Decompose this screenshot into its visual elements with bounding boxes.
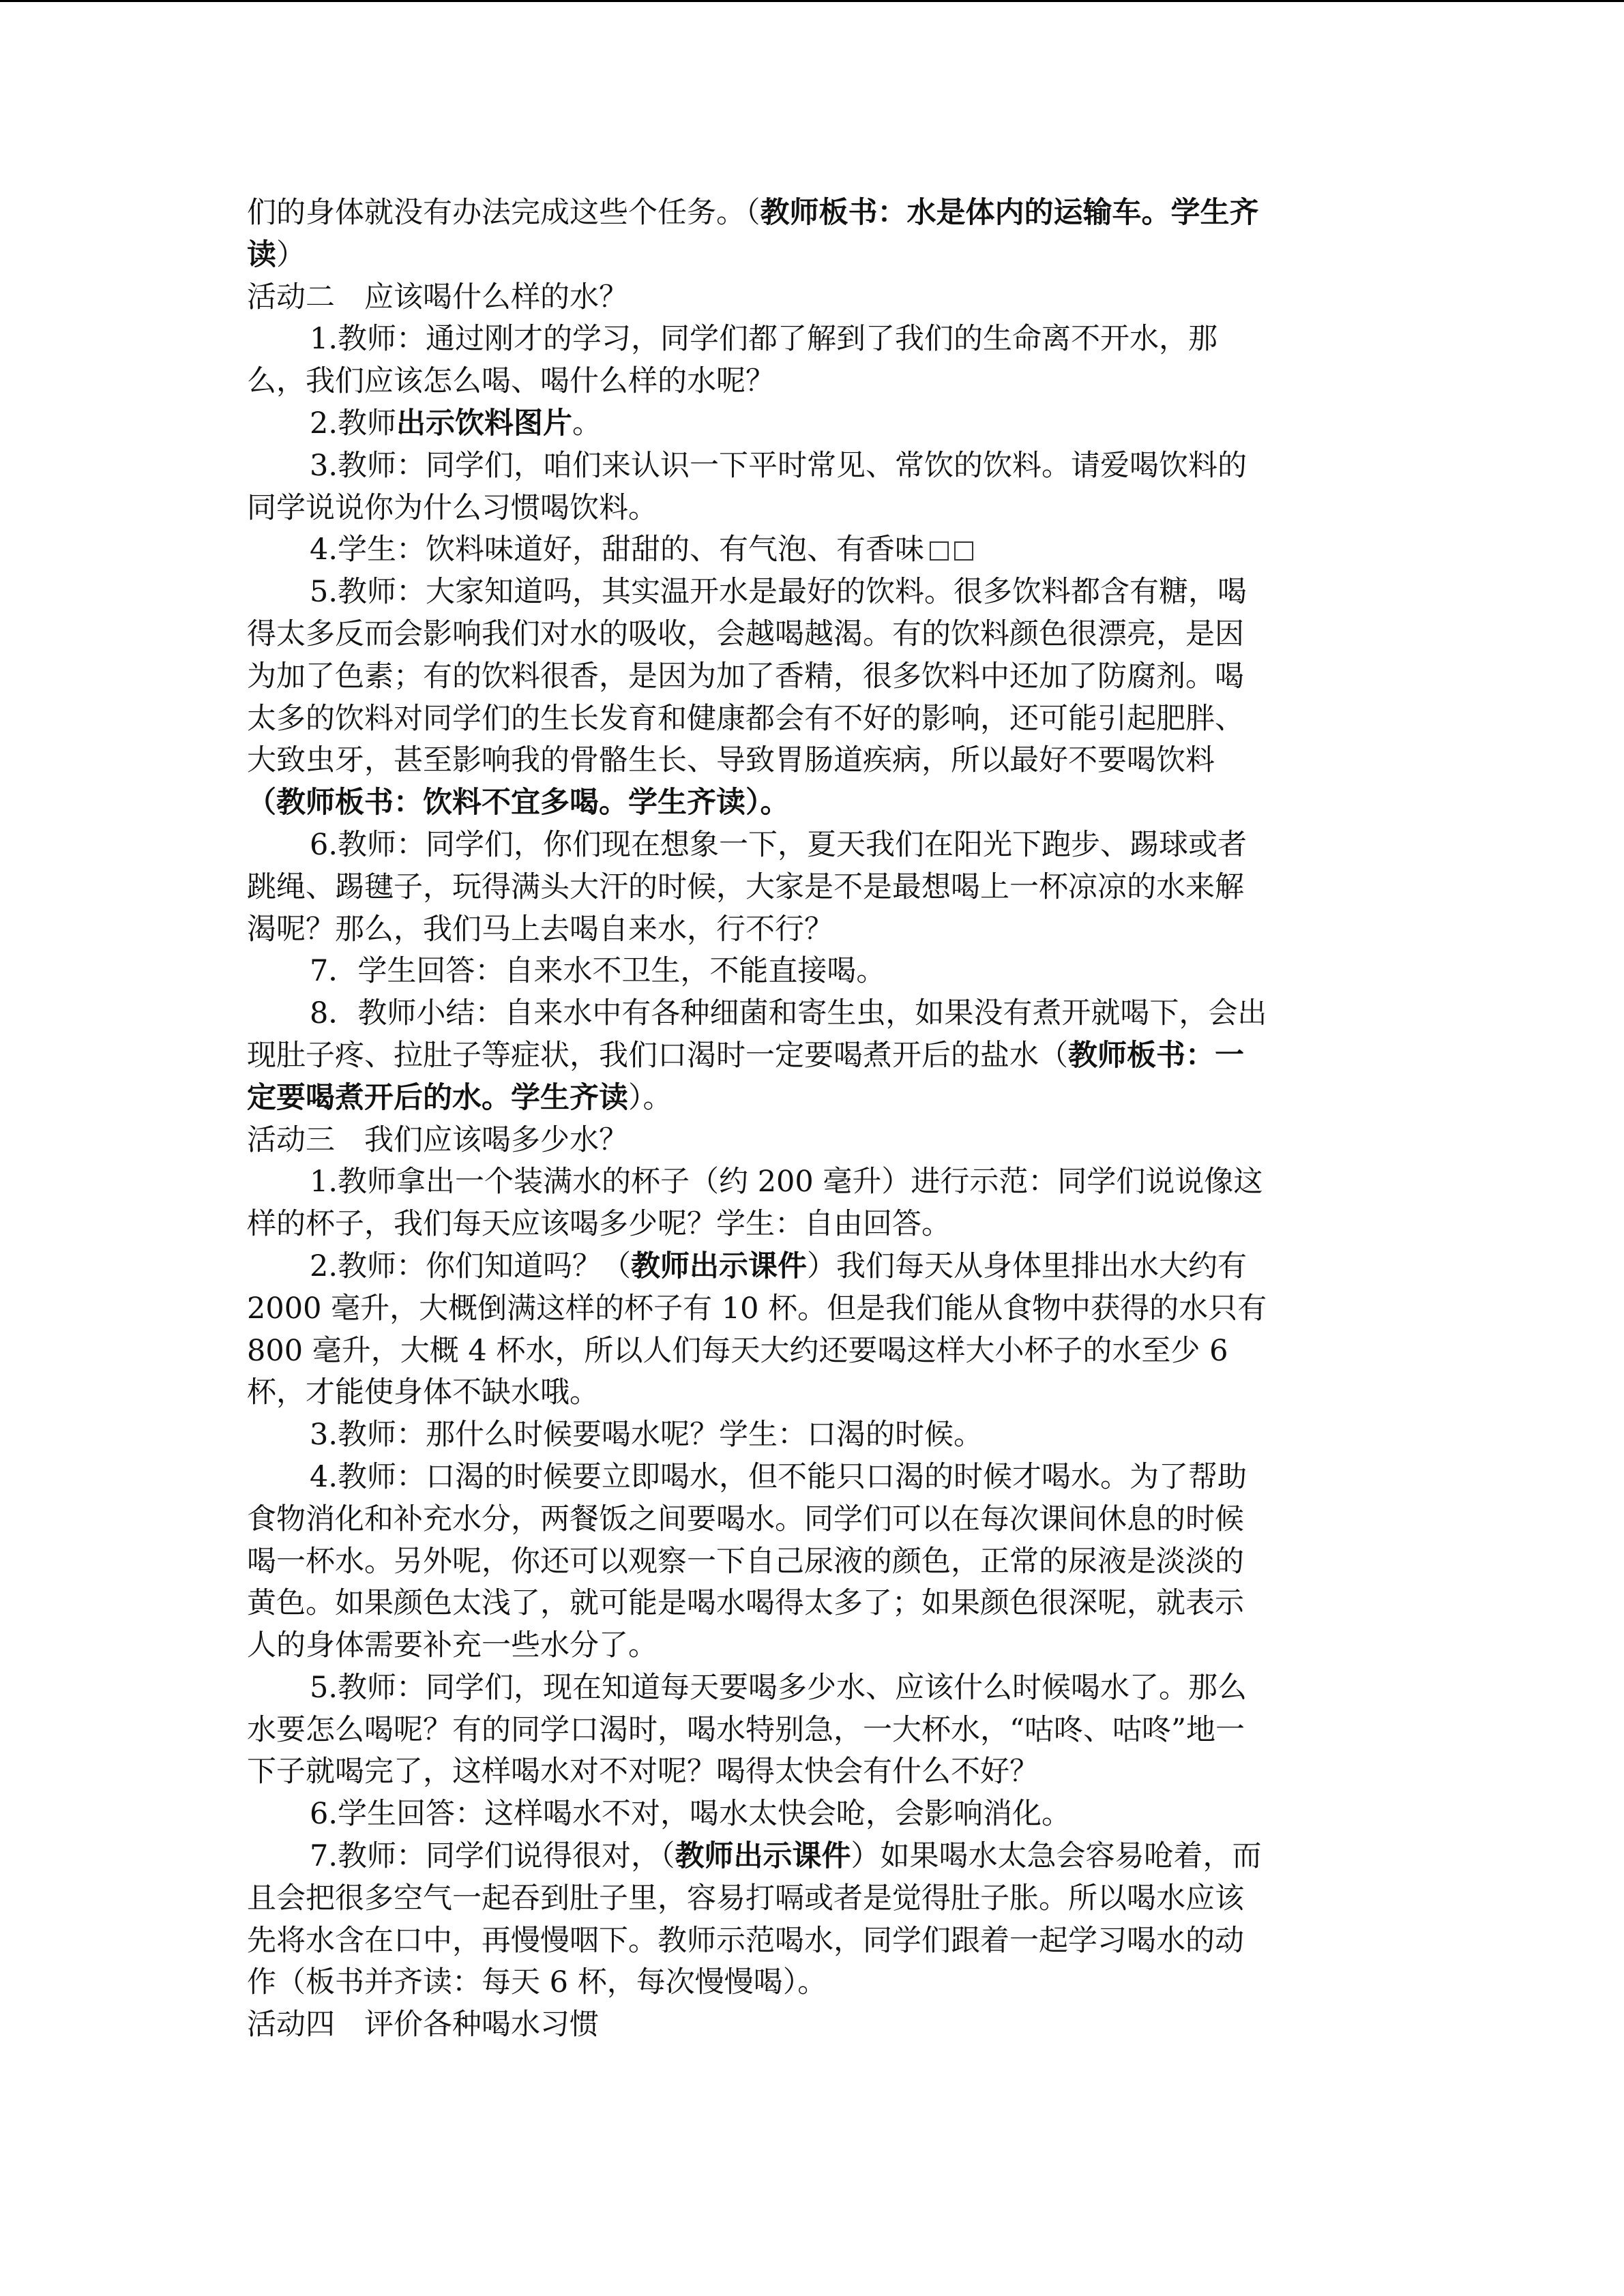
text-line	[247, 1246, 1379, 1288]
text-segment: 为加了色素；有的饮料很香，是因为加了香精，很多饮料中还加了防腐剂。喝	[247, 659, 1244, 694]
text-segment: 2000 毫升，大概倒满这样的杯子有 10 杯。但是我们能从食物中获得的水只有	[247, 1291, 1267, 1326]
text-segment: 800 毫升，大概 4 杯水，所以人们每天大约还要喝这样大小杯子的水至少 6	[247, 1333, 1228, 1368]
missing-glyph-box-icon	[954, 541, 973, 561]
text-line	[247, 1457, 1379, 1499]
text-segment: 4.教师：口渴的时候要立即喝水，但不能只口渴的时候才喝水。为了帮助	[310, 1459, 1247, 1494]
text-line	[247, 993, 1379, 1035]
text-line	[247, 318, 1379, 361]
text-segment: 评价各种喝水习惯	[364, 2008, 599, 2042]
text-segment: 1.教师：通过刚才的学习，同学们都了解到了我们的生命离不开水，那	[310, 322, 1218, 357]
text-segment: ）我们每天从身体里排出水大约有	[807, 1249, 1247, 1283]
text-segment: 3.教师：那什么时候要喝水呢？学生：口渴的时候。	[310, 1418, 984, 1452]
bold-text-segment: 读	[247, 237, 276, 272]
text-line	[247, 1793, 1379, 1836]
text-line	[247, 1077, 1379, 1120]
text-segment: 活动三	[247, 1122, 335, 1157]
text-line	[247, 1625, 1379, 1667]
bold-text-segment: 出示饮料图片	[396, 406, 573, 441]
section-heading	[247, 277, 1379, 319]
text-line	[247, 1751, 1379, 1793]
text-line	[247, 1583, 1379, 1625]
text-line	[247, 867, 1379, 909]
text-segment: 1.教师拿出一个装满水的杯子（约 200 毫升）进行示范：同学们说说像这	[310, 1165, 1263, 1199]
text-segment: 且会把很多空气一起吞到肚子里，容易打嗝或者是觉得肚子胀。所以喝水应该	[247, 1881, 1244, 1915]
text-line	[247, 1836, 1379, 1878]
text-segment: 6.学生回答：这样喝水不对，喝水太快会呛，会影响消化。	[310, 1797, 1072, 1832]
missing-glyph-box-icon	[930, 541, 949, 561]
text-segment: 们的身体就没有办法完成这些个任务。（	[247, 196, 761, 230]
text-line	[247, 951, 1379, 993]
text-segment: 4.学生：饮料味道好，甜甜的、有气泡、有香味	[310, 533, 925, 567]
text-line	[247, 361, 1379, 403]
text-segment: 食物消化和补充水分，两餐饭之间要喝水。同学们可以在每次课间休息的时候	[247, 1502, 1244, 1536]
text-segment: 黄色。如果颜色太浅了，就可能是喝水喝得太多了；如果颜色很深呢，就表示	[247, 1586, 1244, 1621]
text-line	[247, 1372, 1379, 1414]
text-segment: 2.教师：你们知道吗？（	[310, 1249, 632, 1283]
text-line	[247, 445, 1379, 488]
text-line	[247, 782, 1379, 824]
text-line	[247, 235, 1379, 277]
text-segment: 5.教师：同学们，现在知道每天要喝多少水、应该什么时候喝水了。那么	[310, 1670, 1247, 1705]
text-segment: 3.教师：同学们，咱们来认识一下平时常见、常饮的饮料。请爱喝饮料的	[310, 448, 1247, 483]
text-line	[247, 1204, 1379, 1246]
text-line	[247, 1541, 1379, 1583]
text-line	[247, 698, 1379, 741]
text-line	[247, 1920, 1379, 1963]
text-line	[247, 614, 1379, 656]
text-segment: 现肚子疼、拉肚子等症状，我们口渴时一定要喝煮开后的盐水（	[247, 1038, 1068, 1073]
bold-text-segment: 教师出示课件	[675, 1839, 851, 1874]
text-segment: 杯，才能使身体不缺水哦。	[247, 1375, 599, 1410]
text-segment: 得太多反而会影响我们对水的吸收，会越喝越渴。有的饮料颜色很漂亮，是因	[247, 616, 1244, 651]
text-line	[247, 403, 1379, 445]
text-line	[247, 1878, 1379, 1920]
text-line	[247, 656, 1379, 698]
text-segment: 作（板书并齐读：每天 6 杯，每次慢慢喝）。	[247, 1965, 827, 2000]
bold-text-segment: 教师出示课件	[631, 1249, 808, 1283]
text-line	[247, 1962, 1379, 2004]
bold-text-segment: 教师板书：水是体内的运输车。学生齐	[760, 196, 1259, 230]
text-segment: 么，我们应该怎么喝、喝什么样的水呢？	[247, 364, 775, 399]
text-segment: 活动四	[247, 2008, 335, 2042]
text-line	[247, 1667, 1379, 1710]
top-border-rule	[0, 0, 1624, 2]
text-segment: ）如果喝水太急会容易呛着，而	[851, 1839, 1262, 1874]
text-line	[247, 529, 1379, 571]
section-heading	[247, 2004, 1379, 2046]
text-line	[247, 1710, 1379, 1752]
text-line	[247, 740, 1379, 782]
text-segment: 8．教师小结：自来水中有各种细菌和寄生虫，如果没有煮开就喝下，会出	[310, 996, 1267, 1031]
text-segment: 5.教师：大家知道吗，其实温开水是最好的饮料。很多饮料都含有糖，喝	[310, 575, 1247, 610]
text-segment: 样的杯子，我们每天应该喝多少呢？学生：自由回答。	[247, 1207, 951, 1242]
text-line	[247, 824, 1379, 867]
text-line	[247, 1035, 1379, 1077]
bold-text-segment: 定要喝煮开后的水。学生齐读	[247, 1080, 628, 1115]
text-line	[247, 571, 1379, 614]
bold-text-segment: （教师板书：饮料不宜多喝。学生齐读）。	[247, 786, 790, 820]
text-line	[247, 192, 1379, 235]
text-segment: 下子就喝完了，这样喝水对不对呢？喝得太快会有什么不好？	[247, 1755, 1039, 1789]
text-segment: 水要怎么喝呢？有的同学口渴时，喝水特别急，一大杯水，“咕咚、咕咚”地一	[247, 1712, 1245, 1747]
text-segment: 先将水含在口中，再慢慢咽下。教师示范喝水，同学们跟着一起学习喝水的动	[247, 1923, 1244, 1958]
document-page-body	[247, 192, 1379, 2046]
text-line	[247, 1330, 1379, 1373]
text-line	[247, 1288, 1379, 1330]
text-segment: 同学说说你为什么习惯喝饮料。	[247, 490, 658, 525]
section-heading	[247, 1120, 1379, 1162]
text-segment: 太多的饮料对同学们的生长发育和健康都会有不好的影响，还可能引起肥胖、	[247, 701, 1244, 736]
text-segment: 人的身体需要补充一些水分了。	[247, 1628, 658, 1663]
text-segment: 应该喝什么样的水？	[364, 280, 628, 314]
text-segment: 7.教师：同学们说得很对，（	[310, 1839, 675, 1874]
text-line	[247, 909, 1379, 951]
text-line	[247, 1414, 1379, 1457]
text-segment: 6.教师：同学们，你们现在想象一下，夏天我们在阳光下跑步、踢球或者	[310, 827, 1247, 862]
text-line	[247, 1161, 1379, 1204]
text-segment: 跳绳、踢毽子，玩得满头大汗的时候，大家是不是最想喝上一杯凉凉的水来解	[247, 869, 1244, 904]
text-segment: ）	[276, 237, 306, 272]
text-segment: 7．学生回答：自来水不卫生，不能直接喝。	[310, 954, 886, 989]
text-segment: 2.教师	[310, 406, 397, 441]
text-segment: 活动二	[247, 280, 335, 314]
text-segment: ）。	[628, 1080, 673, 1115]
text-segment: 渴呢？那么，我们马上去喝自来水，行不行？	[247, 912, 833, 946]
text-line	[247, 1499, 1379, 1541]
text-segment: 。	[572, 406, 602, 441]
text-segment: 我们应该喝多少水？	[364, 1122, 628, 1157]
bold-text-segment: 教师板书：一	[1068, 1038, 1244, 1073]
text-segment: 大致虫牙，甚至影响我的骨骼生长、导致胃肠道疾病，所以最好不要喝饮料	[247, 743, 1215, 778]
text-line	[247, 488, 1379, 530]
text-segment: 喝一杯水。另外呢，你还可以观察一下自己尿液的颜色，正常的尿液是淡淡的	[247, 1544, 1244, 1579]
